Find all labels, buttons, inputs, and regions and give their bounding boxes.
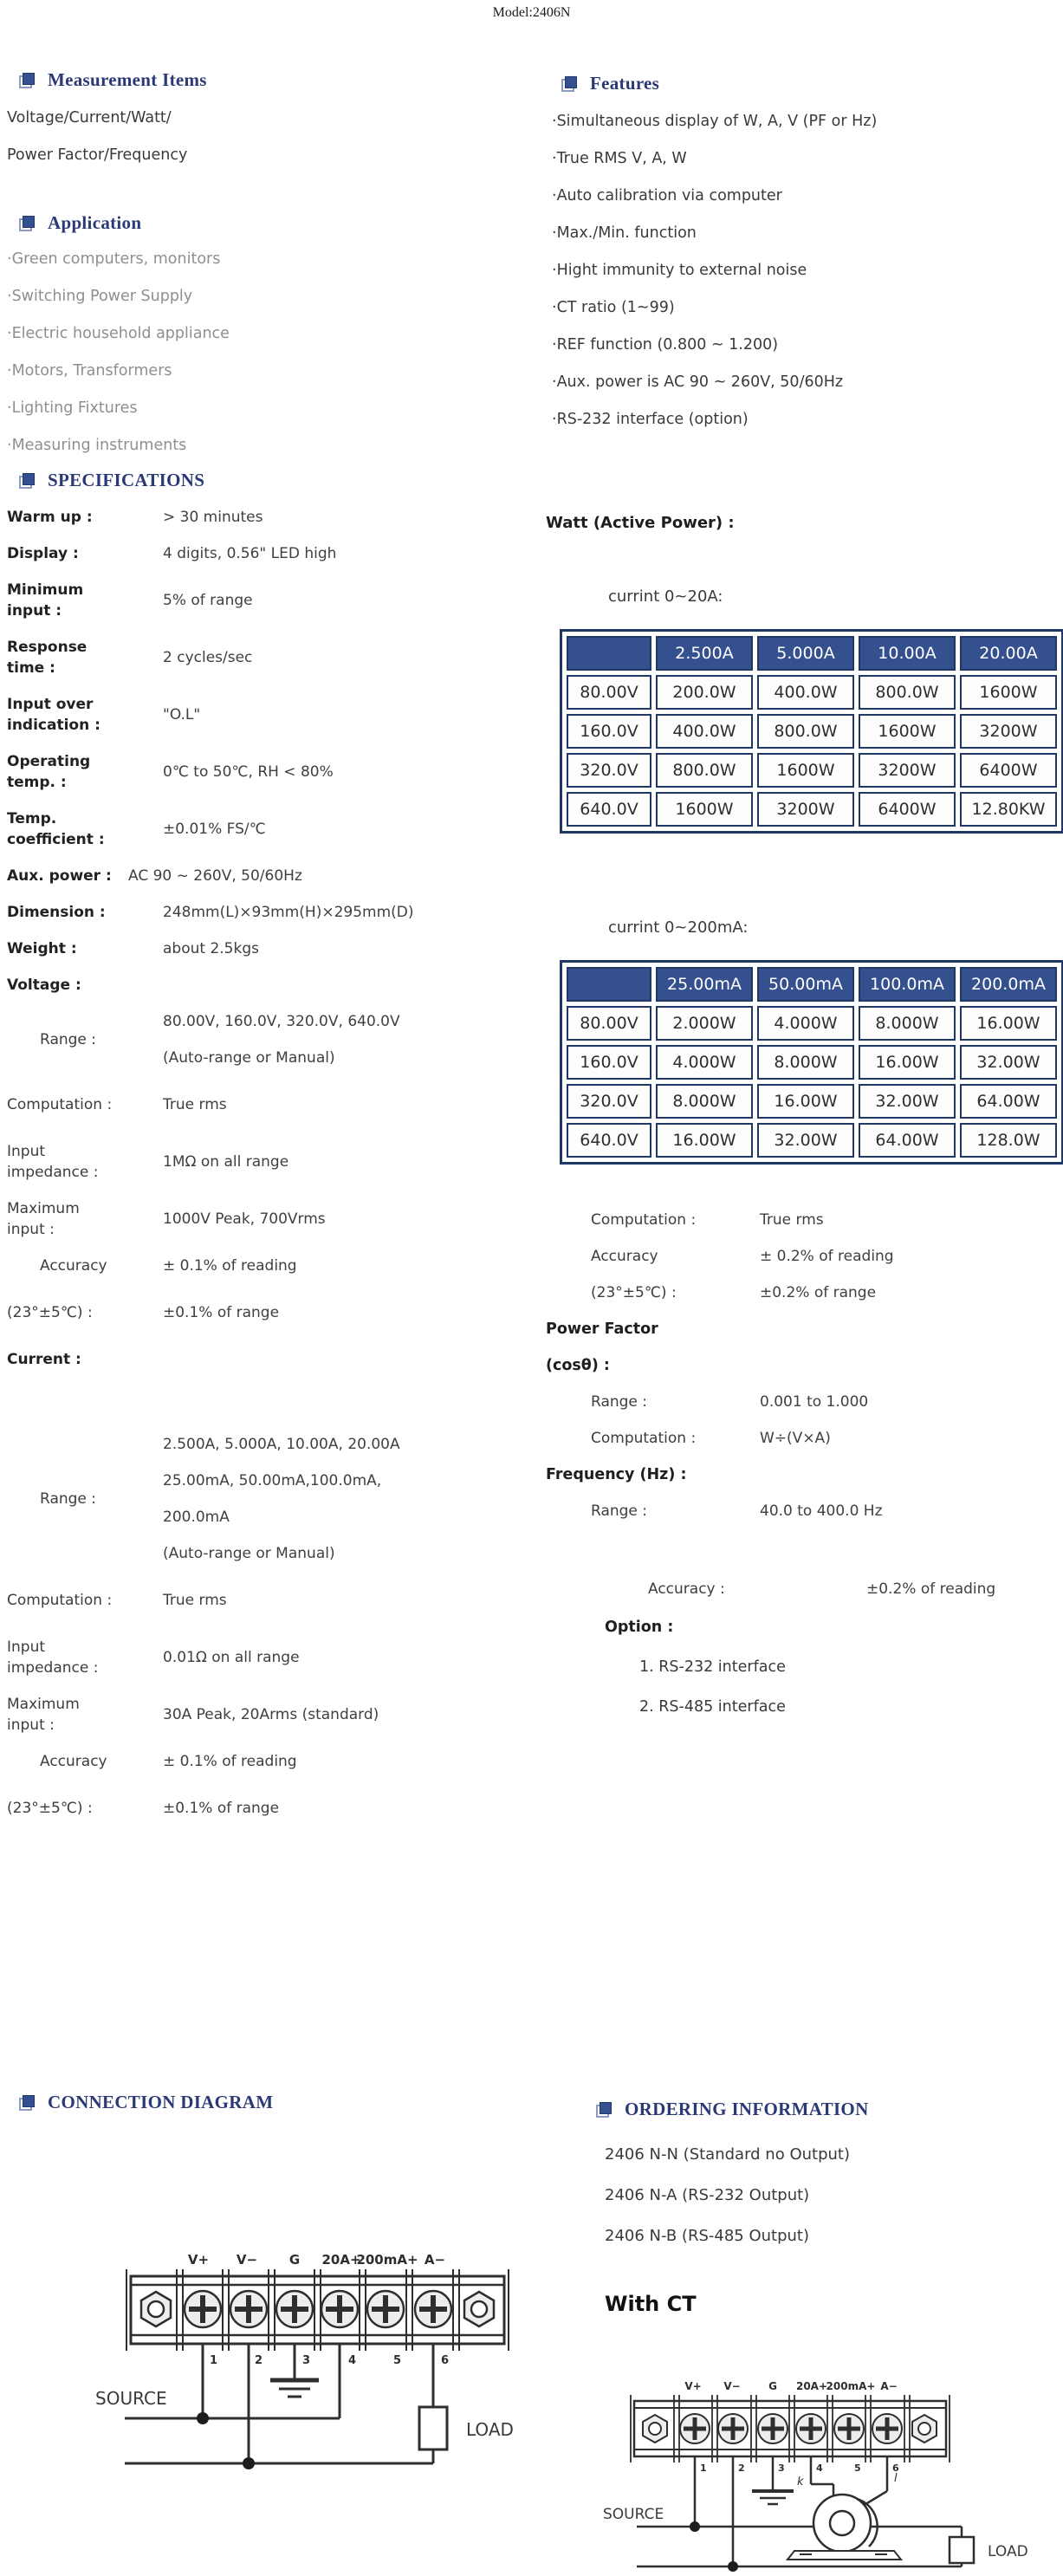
cell: 8.000W xyxy=(859,1006,956,1041)
spec-label: Accuracy xyxy=(40,1257,107,1275)
cell: 160.0V xyxy=(567,714,651,749)
feature-item: ·True RMS V, A, W xyxy=(552,150,687,167)
table-header-row xyxy=(567,636,1057,671)
section-heading-connection-diagram xyxy=(19,2092,273,2113)
spec-label: Aux. power : xyxy=(7,867,112,885)
spec-row xyxy=(7,637,537,678)
spacer xyxy=(7,1385,537,1434)
ct-k-label: k xyxy=(797,2475,804,2488)
section-title: Application xyxy=(48,212,142,233)
spec-value: W÷(V×A) xyxy=(760,1430,831,1447)
cell: 320.0V xyxy=(567,753,651,788)
model-number: Model:2406N xyxy=(492,5,571,20)
spec-value: "O.L" xyxy=(163,706,201,723)
spec-value: AC 90 ~ 260V, 50/60Hz xyxy=(128,867,302,885)
ground-icon xyxy=(752,2491,794,2504)
spec-row xyxy=(546,1579,1063,1599)
spec-value: 5% of range xyxy=(163,592,253,609)
spec-value: True rms xyxy=(163,1096,227,1113)
spec-row xyxy=(7,1084,537,1126)
header-cell: 100.0mA xyxy=(859,967,956,1002)
table-row xyxy=(567,1084,1057,1119)
header-cell: 200.0mA xyxy=(960,967,1057,1002)
cell: 4.000W xyxy=(656,1045,753,1080)
cell: 800.0W xyxy=(757,714,854,749)
spec-value: ±0.2% of range xyxy=(760,1284,877,1301)
cell: 160.0V xyxy=(567,1045,651,1080)
application-item: ·Motors, Transformers xyxy=(7,362,172,380)
spec-label: (23°±5℃) : xyxy=(7,1304,93,1321)
spec-value: 0.01Ω on all range xyxy=(163,1649,300,1666)
spec-row xyxy=(7,866,537,886)
terminal-number: 3 xyxy=(302,2354,311,2367)
terminal-number: 1 xyxy=(210,2354,218,2367)
spec-label: Maximum input : xyxy=(7,1696,80,1734)
terminal-number: 3 xyxy=(778,2462,785,2474)
feature-item: ·Max./Min. function xyxy=(552,224,697,242)
ordering-item: 2406 N-N (Standard no Output) xyxy=(605,2145,850,2164)
spec-row xyxy=(546,1246,1063,1267)
spec-label: Maximum input : xyxy=(7,1200,80,1238)
cell: 4.000W xyxy=(757,1006,854,1041)
cell: 32.00W xyxy=(960,1045,1057,1080)
spec-label: Minimum input : xyxy=(7,581,84,620)
with-ct-heading: With CT xyxy=(605,2292,697,2316)
spec-label: Input over indication : xyxy=(7,696,100,734)
terminal-numbers xyxy=(700,2462,899,2474)
spec-label: Temp. coefficient : xyxy=(7,810,105,848)
section-square-icon xyxy=(596,2102,612,2118)
spec-label: Accuracy xyxy=(40,1753,107,1770)
cell: 1600W xyxy=(960,675,1057,710)
spec-label: (23°±5℃) : xyxy=(591,1284,677,1301)
spec-value: 40.0 to 400.0 Hz xyxy=(760,1502,883,1520)
cell: 800.0W xyxy=(859,675,956,710)
table-row xyxy=(567,753,1057,788)
cell: 640.0V xyxy=(567,792,651,827)
section-square-icon xyxy=(19,216,35,231)
section-heading-application xyxy=(19,212,141,234)
header-cell: 25.00mA xyxy=(656,967,753,1002)
terminal-label: A− xyxy=(424,2252,446,2268)
features-list xyxy=(552,111,1063,446)
load-box xyxy=(950,2537,974,2563)
cell: 8.000W xyxy=(656,1084,753,1119)
spec-value: 0℃ to 50℃, RH < 80% xyxy=(163,763,334,781)
spec-row xyxy=(546,1392,1063,1412)
frequency-heading: Frequency (Hz) : xyxy=(546,1466,687,1483)
watt-table1-caption: currint 0~20A: xyxy=(608,587,723,606)
section-title: ORDERING INFORMATION xyxy=(625,2099,869,2119)
screw-terminal-icon xyxy=(185,2291,451,2327)
spec-value: 248mm(L)×93mm(H)×295mm(D) xyxy=(163,904,414,921)
terminal-number: 4 xyxy=(816,2462,823,2474)
cell: 16.00W xyxy=(757,1084,854,1119)
cell: 6400W xyxy=(960,753,1057,788)
spec-row xyxy=(7,1292,537,1333)
cell: 3200W xyxy=(859,753,956,788)
section-title: Features xyxy=(590,73,660,94)
cell: 12.80KW xyxy=(960,792,1057,827)
load-label: LOAD xyxy=(988,2543,1028,2560)
spec-row xyxy=(546,1428,1063,1449)
feature-item: ·Aux. power is AC 90 ~ 260V, 50/60Hz xyxy=(552,373,844,391)
spec-row xyxy=(7,902,537,923)
power-factor-rows xyxy=(546,1392,1063,1464)
wiring xyxy=(637,2456,962,2566)
ct-connection-diagram xyxy=(554,2339,1063,2576)
application-item: ·Lighting Fixtures xyxy=(7,399,138,417)
source-label: SOURCE xyxy=(603,2506,664,2523)
spec-row xyxy=(7,751,537,793)
cell: 2.000W xyxy=(656,1006,753,1041)
section-title: CONNECTION DIAGRAM xyxy=(48,2092,274,2112)
terminal-number: 2 xyxy=(738,2462,745,2474)
cell: 32.00W xyxy=(859,1084,956,1119)
spec-value: about 2.5kgs xyxy=(163,940,259,957)
section-heading-measurement-items xyxy=(19,69,207,91)
watt-table2-caption: currint 0~200mA: xyxy=(608,918,749,937)
table-row xyxy=(567,714,1057,749)
measurement-line: Voltage/Current/Watt/ xyxy=(7,109,172,127)
terminal-label: V− xyxy=(236,2252,258,2268)
spec-label: Range : xyxy=(40,1031,97,1048)
measurement-items-list xyxy=(7,107,527,182)
cell: 64.00W xyxy=(960,1084,1057,1119)
cell: 400.0W xyxy=(757,675,854,710)
cell: 320.0V xyxy=(567,1084,651,1119)
frequency-rows xyxy=(546,1501,1063,1537)
section-square-icon xyxy=(19,473,35,489)
spec-row xyxy=(7,1580,537,1621)
spec-value: ±0.1% of range xyxy=(163,1800,280,1817)
section-heading-features xyxy=(561,73,659,94)
terminal-label: V− xyxy=(723,2380,741,2392)
spec-label: Accuracy xyxy=(591,1248,658,1265)
power-factor-heading2: (cosθ) : xyxy=(546,1357,610,1374)
table-row xyxy=(567,1045,1057,1080)
terminal-number: 5 xyxy=(393,2354,402,2367)
power-factor-heading: Power Factor xyxy=(546,1320,658,1338)
terminal-number: 1 xyxy=(700,2462,707,2474)
terminal-numbers xyxy=(210,2354,449,2367)
current-heading: Current : xyxy=(7,1351,81,1368)
cell: 128.0W xyxy=(960,1123,1057,1158)
cell: 8.000W xyxy=(757,1045,854,1080)
spec-row xyxy=(7,543,537,564)
terminal-number: 6 xyxy=(892,2462,899,2474)
table-row xyxy=(567,1123,1057,1158)
spec-label: Range : xyxy=(591,1393,648,1411)
cell: 400.0W xyxy=(656,714,753,749)
source-label: SOURCE xyxy=(95,2388,167,2409)
spec-value: ±0.01% FS/℃ xyxy=(163,821,266,838)
spec-label: Accuracy : xyxy=(648,1580,725,1598)
load-label: LOAD xyxy=(466,2419,514,2440)
spec-row xyxy=(7,1256,537,1276)
watt-table-20A xyxy=(560,629,1063,834)
feature-item: ·Hight immunity to external noise xyxy=(552,262,807,279)
spec-row xyxy=(546,1210,1063,1230)
spec-row xyxy=(546,1282,1063,1303)
spec-row xyxy=(7,1694,537,1736)
terminal-labels xyxy=(684,2380,897,2392)
spec-label: Response time : xyxy=(7,639,88,677)
spec-label: Warm up : xyxy=(7,509,93,526)
spec-value: 4 digits, 0.56" LED high xyxy=(163,545,337,562)
cell: 800.0W xyxy=(656,753,753,788)
spec-value: ±0.1% of range xyxy=(163,1304,280,1321)
spec-row xyxy=(7,1011,537,1068)
cell: 1600W xyxy=(757,753,854,788)
terminal-labels xyxy=(188,2252,445,2268)
section-heading-specifications xyxy=(19,470,204,491)
spec-label: Computation : xyxy=(7,1592,113,1609)
terminal-number: 5 xyxy=(854,2462,861,2474)
spec-value: ± 0.2% of reading xyxy=(760,1248,894,1265)
table-row xyxy=(567,1006,1057,1041)
spec-value: True rms xyxy=(760,1211,824,1229)
spec-value: 80.00V, 160.0V, 320.0V, 640.0V (Auto-range or Manual) xyxy=(163,1013,400,1067)
spec-value: 30A Peak, 20Arms (standard) xyxy=(163,1706,379,1723)
spec-row xyxy=(546,1501,1063,1522)
table-row xyxy=(567,675,1057,710)
header-cell xyxy=(567,636,651,671)
cell: 6400W xyxy=(859,792,956,827)
terminal-label: 200mA+ xyxy=(826,2380,876,2392)
option-item: 2. RS-485 interface xyxy=(639,1698,786,1716)
cell: 3200W xyxy=(960,714,1057,749)
cell: 16.00W xyxy=(960,1006,1057,1041)
section-square-icon xyxy=(19,73,35,88)
cell: 200.0W xyxy=(656,675,753,710)
terminal-label: V+ xyxy=(187,2252,210,2268)
spec-row xyxy=(7,507,537,528)
spec-row xyxy=(7,694,537,736)
watt-heading: Watt (Active Power) : xyxy=(546,514,735,532)
ground-icon xyxy=(270,2380,319,2397)
terminal-number: 4 xyxy=(348,2354,357,2367)
spec-label: Weight : xyxy=(7,940,77,957)
spec-row xyxy=(7,1751,537,1772)
section-square-icon xyxy=(561,76,577,92)
specifications-list xyxy=(7,507,537,1845)
feature-item: ·Auto calibration via computer xyxy=(552,187,782,204)
option-item: 1. RS-232 interface xyxy=(639,1658,786,1676)
option-heading: Option : xyxy=(605,1619,674,1636)
application-item: ·Measuring instruments xyxy=(7,437,187,454)
spec-row xyxy=(7,808,537,850)
ct-l-label: l xyxy=(894,2472,898,2485)
header-cell: 20.00A xyxy=(960,636,1057,671)
screw-terminal-icon xyxy=(680,2414,902,2443)
load-box xyxy=(419,2407,447,2449)
connection-diagram xyxy=(62,2212,539,2576)
wiring xyxy=(125,2344,433,2463)
application-item: ·Switching Power Supply xyxy=(7,288,193,305)
terminal-label: G xyxy=(768,2380,777,2392)
table-row xyxy=(567,792,1057,827)
cell: 16.00W xyxy=(656,1123,753,1158)
terminal-label: 20A+ xyxy=(321,2252,361,2268)
terminal-number: 6 xyxy=(441,2354,450,2367)
spec-label: Range : xyxy=(591,1502,648,1520)
header-cell: 10.00A xyxy=(859,636,956,671)
feature-item: ·RS-232 interface (option) xyxy=(552,411,749,428)
header-cell: 2.500A xyxy=(656,636,753,671)
spec-label: Computation : xyxy=(591,1430,697,1447)
spec-row xyxy=(7,1788,537,1829)
terminal-label: 20A+ xyxy=(795,2380,828,2392)
terminal-label: 200mA+ xyxy=(356,2252,418,2268)
spec-value: 2.500A, 5.000A, 10.00A, 20.00A 25.00mA, 50.00mA,100.0mA, 200.0mA (Auto-range or Manual) xyxy=(163,1436,400,1562)
header-cell xyxy=(567,967,651,1002)
spec-value: > 30 minutes xyxy=(163,509,263,526)
spec-label: Input impedance : xyxy=(7,1143,99,1181)
cell: 32.00W xyxy=(757,1123,854,1158)
section-title: Measurement Items xyxy=(48,69,207,90)
feature-item: ·Simultaneous display of W, A, V (PF or Hz) xyxy=(552,113,878,130)
frequency-accuracy-row xyxy=(546,1579,1063,1615)
cell: 64.00W xyxy=(859,1123,956,1158)
spec-value: 0.001 to 1.000 xyxy=(760,1393,869,1411)
spec-label: Display : xyxy=(7,545,79,562)
spec-value: ± 0.1% of reading xyxy=(163,1257,297,1275)
application-item: ·Electric household appliance xyxy=(7,325,230,342)
cell: 1600W xyxy=(656,792,753,827)
spec-row xyxy=(7,938,537,959)
section-title: SPECIFICATIONS xyxy=(48,470,205,490)
feature-item: ·REF function (0.800 ~ 1.200) xyxy=(552,336,779,354)
terminal-label: A− xyxy=(880,2380,898,2392)
cell: 3200W xyxy=(757,792,854,827)
feature-item: ·CT ratio (1~99) xyxy=(552,299,675,316)
spec-label: Computation : xyxy=(591,1211,697,1229)
spec-label: Operating temp. : xyxy=(7,753,91,791)
spec-value: ± 0.1% of reading xyxy=(163,1753,297,1770)
spec-label: (23°±5℃) : xyxy=(7,1800,93,1817)
header-cell: 50.00mA xyxy=(757,967,854,1002)
spec-value: 2 cycles/sec xyxy=(163,649,253,666)
spec-label: Range : xyxy=(40,1490,97,1508)
section-heading-ordering-information xyxy=(596,2099,869,2120)
cell: 16.00W xyxy=(859,1045,956,1080)
application-list xyxy=(7,249,527,472)
spec-label: Input impedance : xyxy=(7,1638,99,1677)
spec-row xyxy=(7,1141,537,1183)
spec-value: True rms xyxy=(163,1592,227,1609)
ordering-item: 2406 N-B (RS-485 Output) xyxy=(605,2227,809,2245)
terminal-label: G xyxy=(288,2252,301,2268)
header-cell: 5.000A xyxy=(757,636,854,671)
terminal-label: V+ xyxy=(684,2380,702,2392)
cell: 80.00V xyxy=(567,1006,651,1041)
voltage-heading: Voltage : xyxy=(7,977,81,994)
spec-value: ±0.2% of reading xyxy=(866,1580,996,1598)
spec-row xyxy=(7,1434,537,1564)
cell: 80.00V xyxy=(567,675,651,710)
spec-label: Computation : xyxy=(7,1096,113,1113)
cell: 640.0V xyxy=(567,1123,651,1158)
watt-notes xyxy=(546,1210,1063,1319)
ordering-list xyxy=(605,2144,850,2266)
option-list xyxy=(639,1657,786,1734)
spec-row xyxy=(7,1637,537,1678)
spec-row xyxy=(7,1198,537,1240)
watt-table-200mA xyxy=(560,960,1063,1165)
spec-value: 1000V Peak, 700Vrms xyxy=(163,1210,326,1228)
table-header-row xyxy=(567,967,1057,1002)
spec-row xyxy=(7,580,537,621)
spec-label: Dimension : xyxy=(7,904,106,921)
spec-value: 1MΩ on all range xyxy=(163,1153,289,1171)
application-item: ·Green computers, monitors xyxy=(7,250,221,268)
cell: 1600W xyxy=(859,714,956,749)
terminal-number: 2 xyxy=(255,2354,263,2367)
measurement-line: Power Factor/Frequency xyxy=(7,146,188,164)
ordering-item: 2406 N-A (RS-232 Output) xyxy=(605,2186,810,2204)
section-square-icon xyxy=(19,2095,35,2111)
